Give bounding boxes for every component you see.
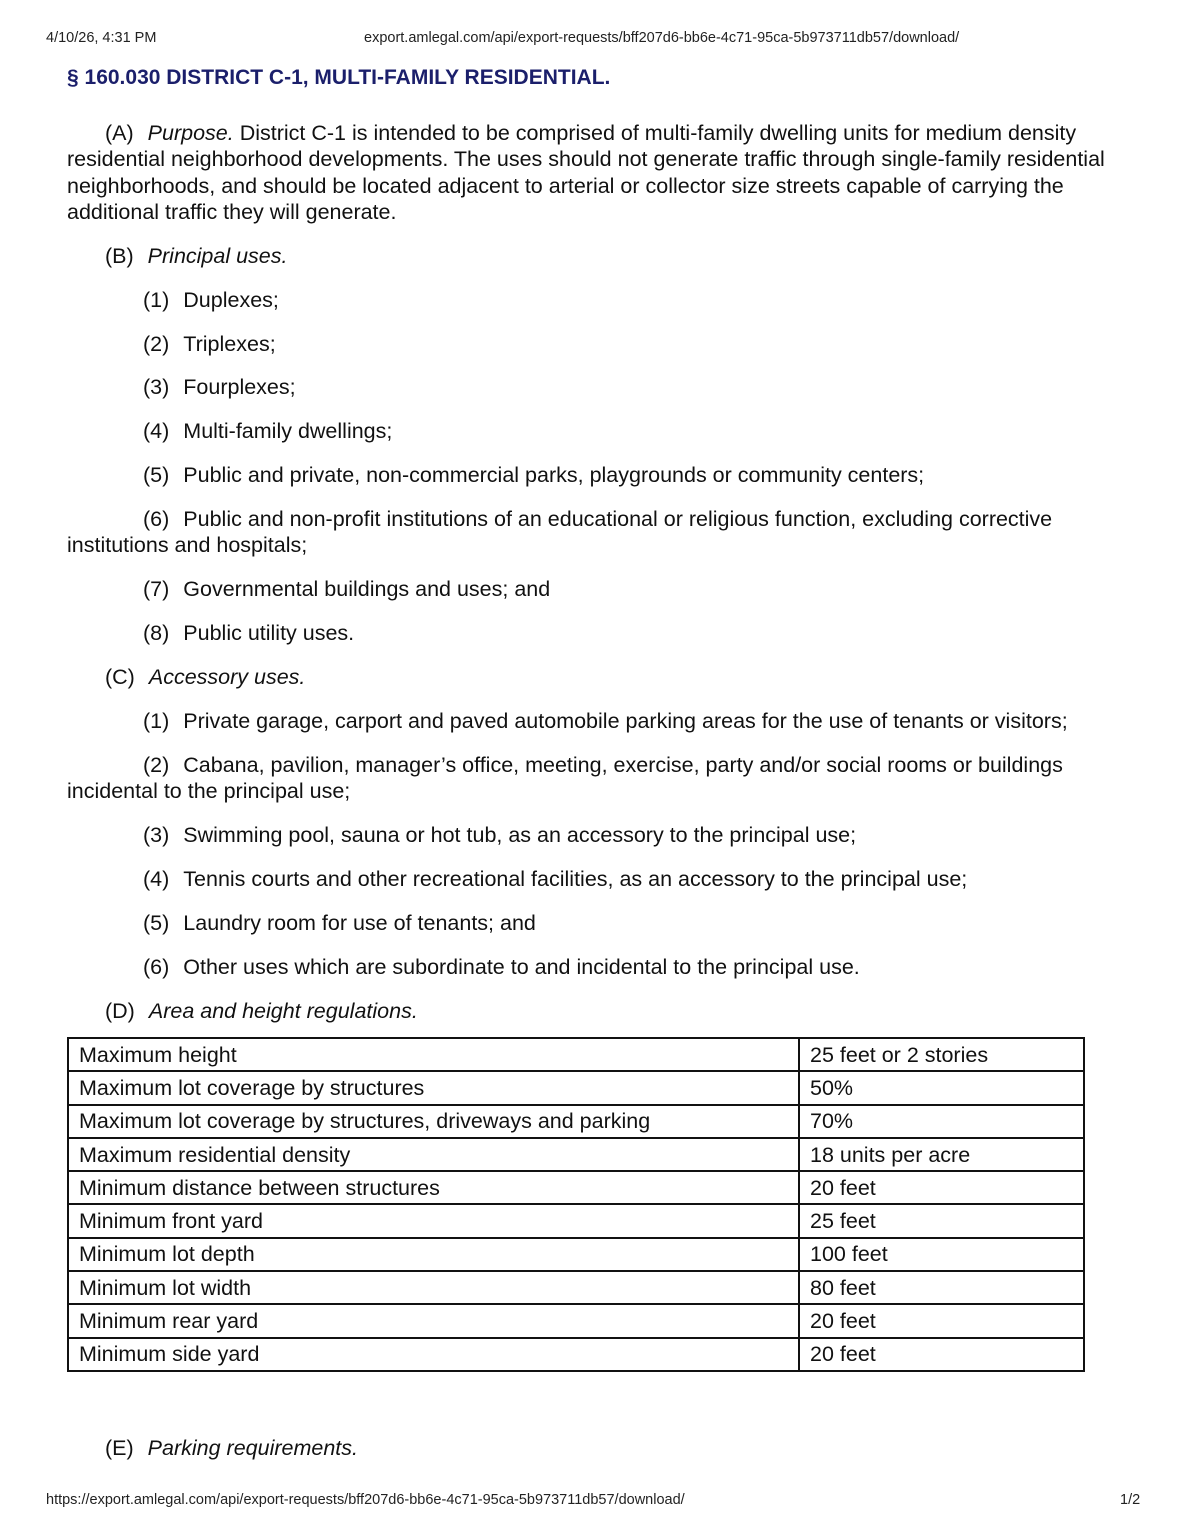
value-cell: 80 feet bbox=[799, 1271, 1084, 1304]
requirement-cell: Minimum lot depth bbox=[68, 1238, 799, 1271]
requirement-cell: Minimum distance between structures bbox=[68, 1171, 799, 1204]
list-item bbox=[67, 954, 1117, 980]
list-item bbox=[67, 620, 1117, 646]
list-item bbox=[67, 576, 1117, 602]
requirement-cell: Minimum front yard bbox=[68, 1204, 799, 1237]
print-footer-url: https://export.amlegal.com/api/export-requests/bff207d6-bb6e-4c71-95ca-5b973711db57/download/ bbox=[46, 1492, 685, 1508]
list-item bbox=[67, 418, 1117, 444]
section-c-accessory-uses bbox=[67, 664, 1117, 690]
item-label: (5) bbox=[143, 910, 170, 935]
list-item bbox=[67, 331, 1117, 357]
item-label: (7) bbox=[143, 577, 170, 602]
print-header-url: export.amlegal.com/api/export-requests/bff207d6-bb6e-4c71-95ca-5b973711db57/download/ bbox=[364, 30, 960, 46]
list-item bbox=[67, 752, 1117, 805]
value-cell: 25 feet bbox=[799, 1204, 1084, 1237]
table-row bbox=[68, 1271, 1084, 1304]
section-label: (B) bbox=[105, 243, 134, 268]
value-cell: 20 feet bbox=[799, 1338, 1084, 1371]
table-row bbox=[68, 1105, 1084, 1138]
section-d-area-height bbox=[67, 998, 1117, 1024]
requirement-cell: Maximum height bbox=[68, 1038, 799, 1071]
section-e-parking bbox=[67, 1436, 358, 1461]
item-text: Private garage, carport and paved automobile parking areas for the use of tenants or visitors; bbox=[183, 708, 1068, 733]
item-text: Other uses which are subordinate to and incidental to the principal use. bbox=[183, 954, 860, 979]
value-cell: 20 feet bbox=[799, 1171, 1084, 1204]
table-row bbox=[68, 1138, 1084, 1171]
list-item bbox=[67, 506, 1117, 559]
print-header-datetime: 4/10/26, 4:31 PM bbox=[46, 30, 157, 46]
list-item bbox=[67, 866, 1117, 892]
item-label: (8) bbox=[143, 621, 170, 646]
section-title: Parking requirements. bbox=[147, 1436, 358, 1460]
value-cell: 100 feet bbox=[799, 1238, 1084, 1271]
item-label: (3) bbox=[143, 375, 170, 400]
item-text: Swimming pool, sauna or hot tub, as an accessory to the principal use; bbox=[183, 823, 857, 848]
section-label: (C) bbox=[105, 665, 135, 690]
item-text: Governmental buildings and uses; and bbox=[183, 577, 551, 602]
table-row bbox=[68, 1171, 1084, 1204]
item-label: (5) bbox=[143, 463, 170, 488]
requirement-cell: Maximum lot coverage by structures bbox=[68, 1071, 799, 1104]
item-label: (1) bbox=[143, 708, 170, 733]
item-text: Laundry room for use of tenants; and bbox=[183, 910, 536, 935]
requirement-cell: Maximum residential density bbox=[68, 1138, 799, 1171]
table-row bbox=[68, 1304, 1084, 1337]
print-footer-page-number: 1/2 bbox=[1120, 1492, 1141, 1508]
item-text: Tennis courts and other recreational facilities, as an accessory to the principal use; bbox=[183, 866, 968, 891]
section-title: Accessory uses. bbox=[148, 665, 306, 690]
table-row bbox=[68, 1071, 1084, 1104]
list-item bbox=[67, 822, 1117, 848]
item-label: (4) bbox=[143, 419, 170, 444]
item-text: Triplexes; bbox=[183, 331, 276, 356]
section-label: (E) bbox=[105, 1436, 134, 1460]
item-label: (3) bbox=[143, 823, 170, 848]
requirement-cell: Minimum side yard bbox=[68, 1338, 799, 1371]
section-title: Purpose. bbox=[147, 121, 234, 145]
value-cell: 18 units per acre bbox=[799, 1138, 1084, 1171]
regulations-table-container bbox=[67, 1037, 1085, 1372]
value-cell: 25 feet or 2 stories bbox=[799, 1038, 1084, 1071]
item-label: (1) bbox=[143, 287, 170, 312]
item-text: Public utility uses. bbox=[183, 621, 355, 646]
section-a-purpose bbox=[67, 120, 1117, 225]
section-title: Principal uses. bbox=[147, 243, 288, 268]
item-text: Public and private, non-commercial parks, playgrounds or community centers; bbox=[183, 463, 925, 488]
requirement-cell: Maximum lot coverage by structures, driveways and parking bbox=[68, 1105, 799, 1138]
table-row bbox=[68, 1338, 1084, 1371]
section-heading: § 160.030 DISTRICT C-1, MULTI-FAMILY RESIDENTIAL. bbox=[67, 66, 611, 89]
list-item bbox=[67, 910, 1117, 936]
list-item bbox=[67, 708, 1117, 734]
item-label: (2) bbox=[143, 752, 170, 777]
value-cell: 50% bbox=[799, 1071, 1084, 1104]
item-label: (2) bbox=[143, 331, 170, 356]
item-text: Duplexes; bbox=[183, 287, 279, 312]
section-text: District C-1 is intended to be comprised of multi-family dwelling units for medium density residential neighborhood developments. The uses should not generate traffic through single-family residential neighborhoods, and should be located adjacent to arterial or collector size streets capable of carrying the additional traffic they will generate. bbox=[67, 121, 1105, 224]
item-text: Cabana, pavilion, manager’s office, meeting, exercise, party and/or social rooms or buildings incidental to the principal use; bbox=[67, 752, 1063, 804]
section-title: Area and height regulations. bbox=[148, 998, 418, 1023]
value-cell: 20 feet bbox=[799, 1304, 1084, 1337]
table-row bbox=[68, 1204, 1084, 1237]
list-item bbox=[67, 374, 1117, 400]
item-text: Multi-family dwellings; bbox=[183, 419, 393, 444]
document-body bbox=[67, 120, 1117, 1042]
list-item bbox=[67, 287, 1117, 313]
item-label: (6) bbox=[143, 954, 170, 979]
table-row bbox=[68, 1238, 1084, 1271]
section-label: (D) bbox=[105, 998, 135, 1023]
requirement-cell: Minimum lot width bbox=[68, 1271, 799, 1304]
item-text: Fourplexes; bbox=[183, 375, 296, 400]
item-label: (6) bbox=[143, 507, 170, 532]
item-label: (4) bbox=[143, 866, 170, 891]
section-label: (A) bbox=[105, 121, 134, 145]
requirement-cell: Minimum rear yard bbox=[68, 1304, 799, 1337]
item-text: Public and non-profit institutions of an educational or religious function, excluding corrective institutions and hospitals; bbox=[67, 507, 1053, 558]
regulations-table bbox=[67, 1037, 1085, 1372]
value-cell: 70% bbox=[799, 1105, 1084, 1138]
section-b-principal-uses bbox=[67, 243, 1117, 269]
list-item bbox=[67, 462, 1117, 488]
table-row bbox=[68, 1038, 1084, 1071]
